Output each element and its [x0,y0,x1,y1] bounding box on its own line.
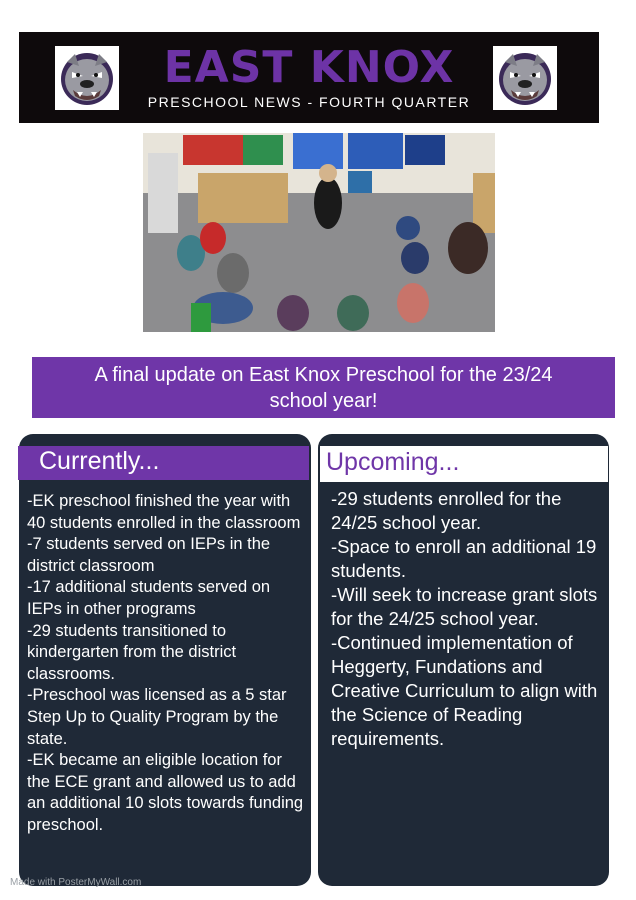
currently-body: -EK preschool finished the year with 40 students enrolled in the classroom -7 students served on IEPs in the district classroom -17 additional students served on IEPs in other programs -29 students transitioned to kindergarten from the district classrooms. -Preschool was licensed as a 5 star Step Up to Quality Program by the state. -EK became an eligible location for the ECE grant and allowed us to add an additional 10 slots towards funding preschool. [27,492,304,834]
page-title: EAST KNOX [163,42,455,93]
upcoming-body: -29 students enrolled for the 24/25 school year. -Space to enroll an additional 19 students. -Will seek to increase grant slots for the 24/25 school year. -Continued implementation of Heggerty, Fundations and Creative Curriculum to align with the Science of Reading requirements. [331,488,598,749]
watermark: Made with PosterMyWall.com [10,877,142,888]
classroom-photo [143,133,495,332]
currently-heading: Currently... [18,446,309,480]
bulldog-logo-icon [493,46,557,110]
announcement-banner: A final update on East Knox Preschool for the 23/24 school year! [32,357,615,418]
page-subtitle: PRESCHOOL NEWS - FOURTH QUARTER [147,94,471,110]
upcoming-heading: Upcoming... [320,446,608,482]
header-banner [19,32,599,123]
